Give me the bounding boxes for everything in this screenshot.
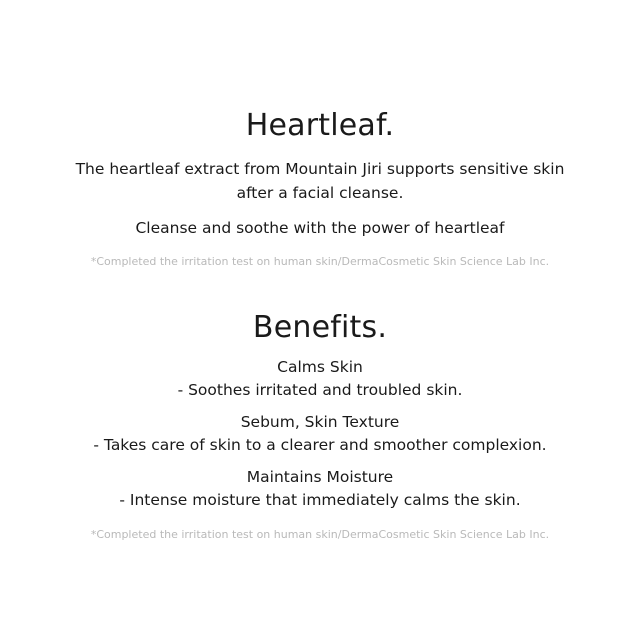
heartleaf-description-line1: The heartleaf extract from Mountain Jiri supports sensitive skin (75, 160, 565, 178)
benefit-name: Maintains Moisture (246, 468, 394, 486)
benefits-title: Benefits. (252, 310, 388, 345)
benefit-item-calms-skin (0, 356, 640, 402)
heartleaf-footnote: *Completed the irritation test on human skin/DermaCosmetic Skin Science Lab Inc. (90, 255, 550, 268)
heartleaf-title: Heartleaf. (245, 108, 395, 143)
benefit-detail: - Intense moisture that immediately calms the skin. (119, 491, 521, 509)
heartleaf-section (0, 106, 640, 270)
benefit-item-sebum-texture (0, 411, 640, 457)
benefit-detail: - Soothes irritated and troubled skin. (177, 381, 463, 399)
benefit-detail: - Takes care of skin to a clearer and smoother complexion. (93, 436, 547, 454)
benefits-section (0, 308, 640, 543)
heartleaf-description-line2: after a facial cleanse. (236, 184, 404, 202)
benefits-footnote: *Completed the irritation test on human skin/DermaCosmetic Skin Science Lab Inc. (90, 528, 550, 541)
heartleaf-tagline: Cleanse and soothe with the power of heartleaf (135, 219, 505, 237)
benefit-name: Calms Skin (277, 358, 363, 376)
benefit-name: Sebum, Skin Texture (240, 413, 400, 431)
benefit-item-moisture (0, 466, 640, 512)
